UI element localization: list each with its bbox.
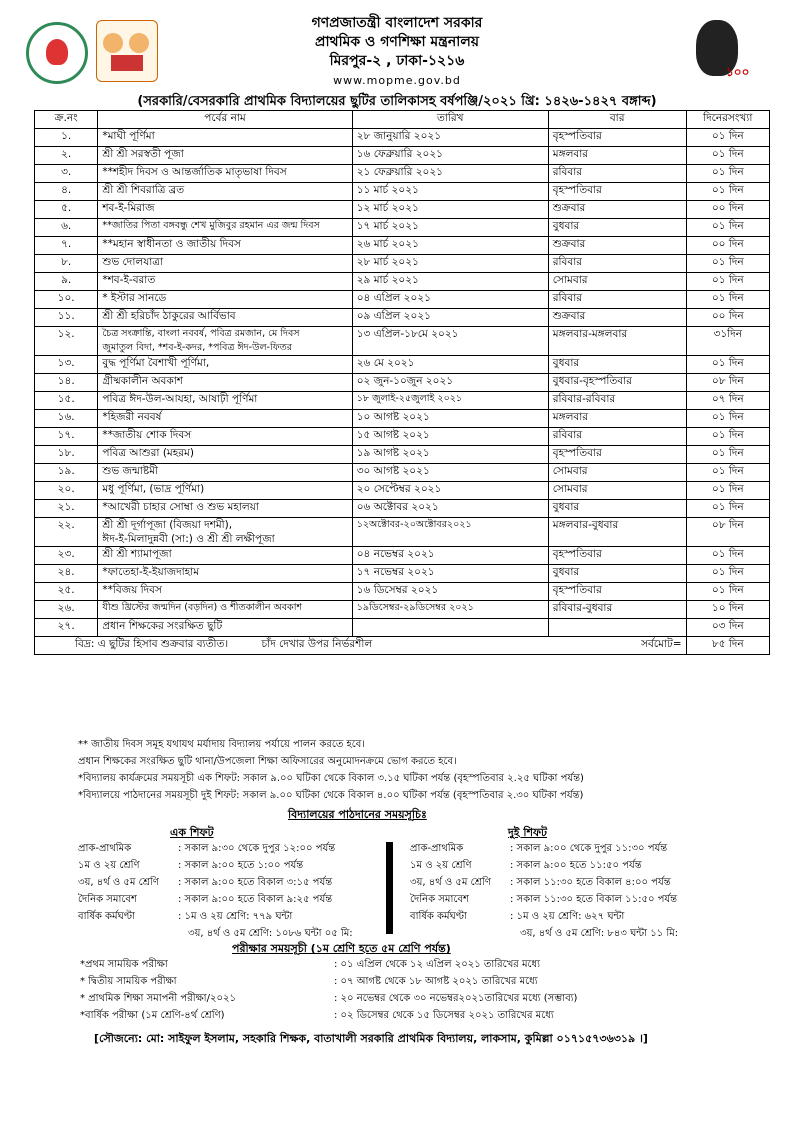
shift-row [410,857,678,874]
row-name: গ্রীষ্মকালীন অবকাশ [98,374,352,392]
row-day: সোমবার [548,273,686,291]
shift-row [78,908,353,925]
footer-total: ৮৫ দিন [686,637,769,655]
row-count: ০১ দিন [686,183,769,201]
row-name: শ্রী শ্রী শ্যামাপূজা [98,547,352,565]
shift-value: : ১ম ও ২য় শ্রেণি: ৭৭৯ ঘন্টা [178,911,293,922]
row-date: ২৬ মার্চ ২০২১ [352,237,548,255]
footer-moon: চাঁদ দেখার উপর নির্ভরশীল [261,638,373,650]
table-row [35,147,770,165]
row-count: ০১ দিন [686,500,769,518]
row-day: বুধবার [548,565,686,583]
row-day: মঙ্গলবার-বুধবার [548,518,686,547]
row-name: চৈত্র সংক্রান্তি, বাংলা নববর্ষ, পবিত্র রমজান, মে দিবস জুমাতুল বিদা, *শব-ই-কদর, *পবিত্র ঈদ-উল-ফিতর [98,327,352,356]
row-name: *মাঘী পূর্ণিমা [98,129,352,147]
gov-title: গণপ্রজাতন্ত্রী বাংলাদেশ সরকার [311,15,483,31]
row-serial: ১৬. [35,410,98,428]
table-row [35,201,770,219]
row-day: রবিবার-রবিবার [548,392,686,410]
row-date: ১৭ মার্চ ২০২১ [352,219,548,237]
row-day: শুক্রবার [548,201,686,219]
table-row [35,500,770,518]
row-name: **জাতির পিতা বঙ্গবন্ধু শেখ মুজিবুর রহমান এর জন্ম দিবস [98,219,352,237]
row-name: *শব-ই-বরাত [98,273,352,291]
row-serial: ৬. [35,219,98,237]
exam-value: : ০২ ডিসেম্বর থেকে ১৫ ডিসেম্বর ২০২১ তারিখের মধ্যে [334,1010,554,1021]
document-header [0,14,794,90]
exam-title: পরীক্ষার সময়সূচী (১ম শ্রেণি হতে ৫ম শ্রেণি পর্যন্ত) [232,942,451,955]
two-shift-title: দুই শিফট [508,826,548,839]
shift-label: প্রাক-প্রাথমিক [78,843,132,854]
shift-row [410,874,678,891]
row-date: ১৩ এপ্রিল-১৮মে ২০২১ [352,327,548,356]
row-date: ০৯ এপ্রিল ২০২১ [352,309,548,327]
row-serial: ১০. [35,291,98,309]
row-serial: ১২. [35,327,98,356]
table-row [35,237,770,255]
table-row [35,428,770,446]
footer-total-label: সর্বমোট= [641,638,682,650]
row-serial: ১৪. [35,374,98,392]
row-day: বৃহস্পতিবার [548,129,686,147]
table-footer-row [35,637,770,655]
row-count: ০১ দিন [686,464,769,482]
row-serial: ১৮. [35,446,98,464]
row-serial: ২৭. [35,619,98,637]
row-count: ০১ দিন [686,428,769,446]
shift-extra: ৩য়, ৪র্থ ও ৫ম শ্রেণি: ১০৮৬ ঘন্টা ০৫ মি: [188,928,353,939]
table-row [35,518,770,547]
row-count: ০৩ দিন [686,619,769,637]
row-date: ১২অক্টোবর-২০অক্টোবর২০২১ [352,518,548,547]
row-count: ০১ দিন [686,273,769,291]
row-day: বুধবার-বৃহস্পতিবার [548,374,686,392]
row-name: শ্রী শ্রী শিবরাত্রি ব্রত [98,183,352,201]
shift-value: : সকাল ৯:০০ থেকে দুপুর ১১:৩০ পর্যন্ত [510,843,668,854]
row-serial: ৯. [35,273,98,291]
shift-row [410,908,678,925]
row-serial: ২৫. [35,583,98,601]
col-day: বার [548,111,686,129]
row-day: রবিবার [548,428,686,446]
row-serial: ২২. [35,518,98,547]
row-name: শব-ই-মিরাজ [98,201,352,219]
shift-label: ১ম ও ২য় শ্রেণি [78,860,140,871]
row-date: ০২ জুন-১০জুন ২০২১ [352,374,548,392]
row-name: *হিজরী নববর্ষ [98,410,352,428]
row-serial: ১৫. [35,392,98,410]
table-row [35,410,770,428]
exam-label: * দ্বিতীয় সাময়িক পরীক্ষা [80,976,177,987]
table-row [35,129,770,147]
row-date: ১০ আগষ্ট ২০২১ [352,410,548,428]
shift-row [78,874,353,891]
row-day: রবিবার [548,291,686,309]
row-day: বুধবার [548,219,686,237]
exam-row [80,956,577,973]
row-day: রবিবার [548,165,686,183]
row-date: ১২ মার্চ ২০২১ [352,201,548,219]
table-row [35,482,770,500]
row-day: শুক্রবার [548,309,686,327]
table-row [35,165,770,183]
row-name: **জাতীয় শোক দিবস [98,428,352,446]
row-name: শ্রী শ্রী সরস্বতী পূজা [98,147,352,165]
row-date: ২৬ মে ২০২১ [352,356,548,374]
exam-value: : ০১ এপ্রিল থেকে ১২ এপ্রিল ২০২১ তারিখের মধ্যে [334,959,541,970]
row-count: ০১ দিন [686,356,769,374]
shift-label: প্রাক-প্রাথমিক [410,843,464,854]
divider-bar [386,842,393,934]
exam-row [80,990,577,1007]
exam-label: *বার্ষিক পরীক্ষা (১ম শ্রেণি-৪র্থ শ্রেণি) [80,1010,225,1021]
table-row [35,583,770,601]
row-serial: ২৪. [35,565,98,583]
row-date: ২৯ মার্চ ২০২১ [352,273,548,291]
row-count: ০১ দিন [686,547,769,565]
table-row [35,291,770,309]
row-date: ১৬ ডিসেম্বর ২০২১ [352,583,548,601]
shift-value: : সকাল ৯:০০ হতে ১:০০ পর্যন্ত [178,860,304,871]
exam-value: : ২০ নভেম্বর থেকে ৩০ নভেম্বর২০২১তারিখের মধ্যে (সম্ভাব্য) [334,993,578,1004]
shift-label: দৈনিক সমাবেশ [78,894,137,905]
table-row [35,255,770,273]
row-name: * ইস্টার সানডে [98,291,352,309]
row-name: শুভ জন্মাষ্টমী [98,464,352,482]
row-date [352,619,548,637]
row-count: ০০ দিন [686,201,769,219]
row-serial: ২. [35,147,98,165]
row-date: ১৬ ফেব্রুয়ারি ২০২১ [352,147,548,165]
table-row [35,219,770,237]
credit-line: [সৌজন্যে: মো: সাইফুল ইসলাম, সহকারি শিক্ষক, বাতাখালী সরকারি প্রাথমিক বিদ্যালয়, লাকসাম, কুমিল্লা ০১৭১৫৭৩৬৩১৯ ।] [94,1032,648,1045]
row-count: ০১ দিন [686,410,769,428]
row-count: ০০ দিন [686,309,769,327]
row-name: **বিজয় দিবস [98,583,352,601]
calendar-subtitle: (সরকারি/বেসরকারি প্রাথমিক বিদ্যালয়ের ছুটির তালিকাসহ বর্ষপঞ্জি/২০২১ খ্রি: ১৪২৬-১৪২৭ বঙ্গাব্দ) [137,94,657,109]
row-date: ০৪ এপ্রিল ২০২১ [352,291,548,309]
mujib-100-logo: ১০০ [690,20,770,90]
table-row [35,565,770,583]
table-row [35,619,770,637]
row-day: শুক্রবার [548,237,686,255]
row-name: **মহান স্বাধীনতা ও জাতীয় দিবস [98,237,352,255]
website: www.mopme.gov.bd [333,74,461,87]
row-count: ০১ দিন [686,165,769,183]
row-serial: ২৩. [35,547,98,565]
row-date: ২০ সেপ্টেম্বর ২০২১ [352,482,548,500]
shift-value: : সকাল ৯:০০ হতে ১১:৫০ পর্যন্ত [510,860,642,871]
one-shift-title: এক শিফট [170,826,214,839]
row-date: ১৯ আগষ্ট ২০২১ [352,446,548,464]
table-row [35,446,770,464]
col-serial: ক্র.নং [35,111,98,129]
row-day [548,619,686,637]
row-date: ২৮ মার্চ ২০২১ [352,255,548,273]
row-serial: ৩. [35,165,98,183]
row-name: **শহীদ দিবস ও আন্তর্জাতিক মাতৃভাষা দিবস [98,165,352,183]
row-name: মধু পূর্ণিমা, (ভাদ্র পূর্ণিমা) [98,482,352,500]
address: মিরপুর-২ , ঢাকা-১২১৬ [329,53,465,69]
shift-row [78,840,353,857]
row-day: বৃহস্পতিবার [548,446,686,464]
table-row [35,327,770,356]
row-day: মঙ্গলবার-মঙ্গলবার [548,327,686,356]
row-name: শ্রী শ্রী দূর্গাপূজা (বিজয়া দশমী), ঈদ-ই-মিলাদুন্নবী (সা:) ও শ্রী শ্রী লক্ষীপূজা [98,518,352,547]
row-name: পবিত্র ঈদ-উল-আযহা, আষাঢ়ী পূর্ণিমা [98,392,352,410]
two-shift-block [410,840,678,942]
row-count: ০১ দিন [686,291,769,309]
row-serial: ৮. [35,255,98,273]
table-row [35,601,770,619]
shift-row [410,891,678,908]
exam-row [80,973,577,990]
row-day: বুধবার [548,500,686,518]
row-day: রবিবার [548,255,686,273]
shift-value: : সকাল ৯:৩০ থেকে দুপুর ১২:০০ পর্যন্ত [178,843,336,854]
row-name: প্রধান শিক্ষকের সংরক্ষিত ছুটি [98,619,352,637]
row-day: বুধবার [548,356,686,374]
row-name: বুদ্ধ পূর্ণিমা বৈশাখী পূর্ণিমা, [98,356,352,374]
note-line: প্রধান শিক্ষকের সংরক্ষিত ছুটি থানা/উপজেলা শিক্ষা অফিসারের অনুমোদনক্রমে ভোগ করতে হবে। [78,756,457,767]
table-row [35,183,770,201]
row-count: ০১ দিন [686,147,769,165]
shift-value: : সকাল ৯:০০ হতে বিকাল ৩:১৫ পর্যন্ত [178,877,333,888]
row-serial: ১৯. [35,464,98,482]
row-serial: ৪. [35,183,98,201]
table-row [35,464,770,482]
footer-note: বিদ্র: এ ছুটির হিসাব শুক্রবার ব্যতীত। [75,638,229,650]
row-count: ০১ দিন [686,446,769,464]
schedule-title: বিদ্যালয়ের পাঠদানের সময়সূচিঃ [288,808,427,821]
row-serial: ২০. [35,482,98,500]
shift-value: : সকাল ৯:০০ হতে বিকাল ৯:২৫ পর্যন্ত [178,894,333,905]
exam-label: * প্রাথমিক শিক্ষা সমাপনী পরীক্ষা/২০২১ [80,993,236,1004]
row-serial: ২১. [35,500,98,518]
shift-value: : সকাল ১১:৩০ হতে বিকাল ৪:০০ পর্যন্ত [510,877,671,888]
row-date: ১১ মার্চ ২০২১ [352,183,548,201]
row-count: ০৭ দিন [686,392,769,410]
shift-extra: ৩য়, ৪র্থ ও ৫ম শ্রেণি: ৮৪৩ ঘন্টা ১১ মি: [520,928,679,939]
shift-label: ৩য়, ৪র্থ ও ৫ম শ্রেণি [410,877,491,888]
row-day: বৃহস্পতিবার [548,547,686,565]
exam-label: *প্রথম সাময়িক পরীক্ষা [80,959,168,970]
row-serial: ৭. [35,237,98,255]
row-name: শ্রী শ্রী হরিচাঁদ ঠাকুরের আর্বিভাব [98,309,352,327]
exam-value: : ০৭ আগষ্ট থেকে ১৮ আগষ্ট ২০২১ তারিখের মধ্যে [334,976,538,987]
shift-row [78,857,353,874]
notes [78,736,584,804]
row-date: ৩০ আগষ্ট ২০২১ [352,464,548,482]
row-count: ০১ দিন [686,565,769,583]
row-count: ০১ দিন [686,129,769,147]
row-count: ০০ দিন [686,237,769,255]
one-shift-block [78,840,353,942]
row-serial: ২৬. [35,601,98,619]
note-line: *বিদ্যালয় কার্যক্রমের সময়সূচী এক শিফট: সকাল ৯.০০ ঘটিকা থেকে বিকাল ৩.১৫ ঘটিকা পর্যন্ত (বৃহস্পতিবার ২.২৫ ঘটিকা পর্যন্ত) [78,773,584,784]
row-count: ০১ দিন [686,583,769,601]
row-date: ১৫ আগষ্ট ২০২১ [352,428,548,446]
row-count: ০১ দিন [686,219,769,237]
row-day: মঙ্গলবার [548,410,686,428]
row-count: ০১ দিন [686,482,769,500]
row-count: ১০ দিন [686,601,769,619]
table-header-row [35,111,770,129]
row-date: ২৮ জানুয়ারি ২০২১ [352,129,548,147]
row-date: ১৯ডিসেম্বর-২৯ডিসেম্বর ২০২১ [352,601,548,619]
row-name: যীশু খ্রিস্টের জন্মদিন (বড়দিন) ও শীতকালীন অবকাশ [98,601,352,619]
row-day: সোমবার [548,464,686,482]
note-line: ** জাতীয় দিবস সমূহ যথাযথ মর্যাদায় বিদ্যালয় পর্যায়ে পালন করতে হবে। [78,739,365,750]
row-date: ১৭ নভেম্বর ২০২১ [352,565,548,583]
row-count: ৩১দিন [686,327,769,356]
row-date: ০৬ অক্টোবর ২০২১ [352,500,548,518]
row-day: বৃহস্পতিবার [548,583,686,601]
table-row [35,309,770,327]
note-line: *বিদ্যালয়ে পাঠদানের সময়সূচী দুই শিফট: সকাল ৯.০০ ঘটিকা থেকে বিকাল ৪.০০ ঘটিকা পর্যন্ত (বৃহস্পতিবার ২.৩০ ঘটিকা পর্যন্ত) [78,790,584,801]
col-name: পর্বের নাম [98,111,352,129]
row-serial: ১১. [35,309,98,327]
shift-row [410,840,678,857]
row-name: শুভ দোলযাত্রা [98,255,352,273]
table-row [35,273,770,291]
exam-schedule [80,956,577,1024]
row-day: রবিবার-বুধবার [548,601,686,619]
table-row [35,392,770,410]
shift-label: দৈনিক সমাবেশ [410,894,469,905]
row-day: মঙ্গলবার [548,147,686,165]
shift-label: ১ম ও ২য় শ্রেণি [410,860,472,871]
holiday-table [34,110,770,655]
col-count: দিনেরসংখ্যা [686,111,769,129]
row-date: ০৪ নভেম্বর ২০২১ [352,547,548,565]
table-row [35,356,770,374]
row-count: ০৮ দিন [686,518,769,547]
row-serial: ১৩. [35,356,98,374]
row-date: ১৮ জুলাই-২৫জুলাই ২০২১ [352,392,548,410]
row-count: ০৮ দিন [686,374,769,392]
exam-row [80,1007,577,1024]
shift-row [78,891,353,908]
row-day: বৃহস্পতিবার [548,183,686,201]
row-name: *আখেরী চাহার সোম্বা ও শুভ মহালয়া [98,500,352,518]
ministry-title: প্রাথমিক ও গণশিক্ষা মন্ত্রনালয় [315,34,479,50]
row-serial: ১. [35,129,98,147]
shift-value: : ১ম ও ২য় শ্রেণি: ৬২৭ ঘন্টা [510,911,625,922]
row-date: ২১ ফেব্রুয়ারি ২০২১ [352,165,548,183]
shift-value: : সকাল ১১:৩০ হতে বিকাল ১১:৫০ পর্যন্ত [510,894,678,905]
shift-label: বার্ষিক কর্মঘণ্টা [410,911,467,922]
col-date: তারিখ [352,111,548,129]
row-name: *ফাতেহা-ই-ইয়াজদাহাম [98,565,352,583]
row-serial: ১৭. [35,428,98,446]
row-serial: ৫. [35,201,98,219]
shift-label: ৩য়, ৪র্থ ও ৫ম শ্রেণি [78,877,159,888]
row-name: পবিত্র আশুরা (মহরম) [98,446,352,464]
table-row [35,547,770,565]
table-row [35,374,770,392]
row-day: সোমবার [548,482,686,500]
row-count: ০১ দিন [686,255,769,273]
shift-label: বার্ষিক কর্মঘণ্টা [78,911,135,922]
